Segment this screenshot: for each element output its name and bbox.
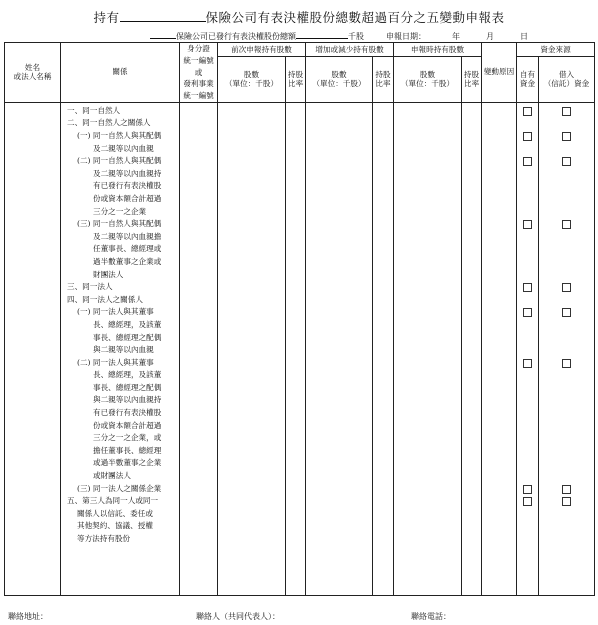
subheader-line <box>150 30 528 42</box>
relation-item: 過半數董事之企業或 <box>93 256 162 266</box>
relation-item: 及二親等以內血親 <box>93 143 154 153</box>
reason-cell[interactable] <box>482 102 517 595</box>
borrowed-funds-checkbox[interactable] <box>562 220 571 229</box>
header-name: 姓名 或法人名稱 <box>5 43 61 103</box>
title-suffix: 保險公司有表決權股份總數超過百分之五變動申報表 <box>205 10 505 25</box>
header-prev-shares: 股數 （單位：千股） <box>218 57 286 103</box>
borrowed-funds-checkboxes <box>539 102 595 595</box>
relation-item: 財團法人 <box>93 269 124 279</box>
now-ratio-cell[interactable] <box>462 102 482 595</box>
relation-item: 關係人以信託、委任或 <box>77 508 153 518</box>
header-prev-holding: 前次申報持有股數 <box>218 43 306 57</box>
contact-label: 聯絡人（共同代表人）： <box>196 612 280 621</box>
header-now-shares: 股數 （單位：千股） <box>394 57 462 103</box>
own-funds-checkbox[interactable] <box>523 157 532 166</box>
month-label: 月 <box>486 32 494 41</box>
header-prev-ratio: 持股 比率 <box>286 57 306 103</box>
unit-label: 千股 <box>348 32 364 41</box>
borrowed-funds-checkbox[interactable] <box>562 359 571 368</box>
own-funds-checkbox[interactable] <box>523 283 532 292</box>
borrowed-funds-checkbox[interactable] <box>562 308 571 317</box>
relation-item: (三) 同一法人之關係企業 <box>77 483 162 493</box>
header-change-ratio: 持股 比率 <box>373 57 394 103</box>
relation-item: (二) 同一自然人與其配偶 <box>77 156 162 166</box>
header-change: 增加或減少持有股數 <box>306 43 394 57</box>
relation-item: 三分之一之企業 <box>93 206 147 216</box>
header-id: 身分證 統一編號 或 發利事業 統一編號 <box>180 43 218 103</box>
relation-item: 事長、總經理之配偶 <box>93 332 162 342</box>
name-cell[interactable] <box>5 102 61 595</box>
header-own-funds: 自有 資金 <box>517 57 539 103</box>
relation-item: 有已發行有表決權股 <box>93 181 162 191</box>
declaration-table <box>4 42 595 596</box>
borrowed-funds-checkbox[interactable] <box>562 485 571 494</box>
own-funds-checkbox[interactable] <box>523 497 532 506</box>
relation-item: 一、同一自然人 <box>67 105 121 115</box>
address-label: 聯絡地址： <box>8 612 48 621</box>
issued-shares-label: 保險公司已發行有表決權股份總額 <box>176 32 296 41</box>
relation-item: 或過半數董事之企業 <box>93 458 162 468</box>
change-shares-cell[interactable] <box>306 102 373 595</box>
issued-shares-blank[interactable] <box>296 30 348 39</box>
relation-item: 或財團法人 <box>93 471 131 481</box>
company-blank[interactable] <box>150 30 176 39</box>
borrowed-funds-checkbox[interactable] <box>562 132 571 141</box>
own-funds-checkbox[interactable] <box>523 132 532 141</box>
relation-item: 等方法持有股份 <box>77 534 131 544</box>
borrowed-funds-checkbox[interactable] <box>562 497 571 506</box>
year-label: 年 <box>452 32 460 41</box>
relation-item: 份或資本額合計超過 <box>93 420 162 430</box>
relation-item: 三分之一之企業，或 <box>93 433 162 443</box>
relation-item: 擔任董事長、總經理 <box>93 445 162 455</box>
relation-item: 有已發行有表決權股 <box>93 408 162 418</box>
header-relation: 關係 <box>61 43 180 103</box>
day-label: 日 <box>520 32 528 41</box>
now-shares-cell[interactable] <box>394 102 462 595</box>
header-fund-source: 資金來源 <box>517 43 595 57</box>
relation-item: 與二親等以內血親持 <box>93 395 162 405</box>
relation-item: (一) 同一自然人與其配偶 <box>77 131 162 141</box>
phone-label: 聯絡電話： <box>411 612 451 621</box>
header-borrowed-funds: 借入 （信託）資金 <box>539 57 595 103</box>
holder-name-blank[interactable] <box>120 10 206 22</box>
relation-item: 及二親等以內血親持 <box>93 168 162 178</box>
header-change-shares: 股數 （單位：千股） <box>306 57 373 103</box>
change-ratio-cell[interactable] <box>373 102 394 595</box>
relation-item: 四、同一法人之關係人 <box>67 294 143 304</box>
title-prefix: 持有 <box>93 10 120 25</box>
relation-item: 三、同一法人 <box>67 282 113 292</box>
relation-item: (一) 同一法人與其董事 <box>77 307 154 317</box>
relation-item: 與二親等以內血親 <box>93 345 154 355</box>
relation-item: 長、總經理，及該董 <box>93 319 162 329</box>
prev-ratio-cell[interactable] <box>286 102 306 595</box>
own-funds-checkbox[interactable] <box>523 359 532 368</box>
header-now-ratio: 持股 比率 <box>462 57 482 103</box>
own-funds-checkboxes <box>517 102 539 595</box>
relation-item: 長、總經理，及該董 <box>93 370 162 380</box>
relation-item: 份或資本額合計超過 <box>93 193 162 203</box>
own-funds-checkbox[interactable] <box>523 107 532 116</box>
relation-item: 五、第三人為同一人或同一 <box>67 496 159 506</box>
borrowed-funds-checkbox[interactable] <box>562 283 571 292</box>
relation-item: 事長、總經理之配偶 <box>93 382 162 392</box>
own-funds-checkbox[interactable] <box>523 485 532 494</box>
relation-list <box>61 102 180 595</box>
own-funds-checkbox[interactable] <box>523 308 532 317</box>
relation-item: 及二親等以內血親擔 <box>93 231 162 241</box>
own-funds-checkbox[interactable] <box>523 220 532 229</box>
relation-item: (二) 同一法人與其董事 <box>77 357 154 367</box>
header-reason: 變動原因 <box>482 43 517 103</box>
relation-item: 任董事長、總經理或 <box>93 244 162 254</box>
borrowed-funds-checkbox[interactable] <box>562 157 571 166</box>
id-cell[interactable] <box>180 102 218 595</box>
prev-shares-cell[interactable] <box>218 102 286 595</box>
relation-item: 二、同一自然人之關係人 <box>67 118 151 128</box>
relation-item: 其他契約、協議、授權 <box>77 521 153 531</box>
header-current-holding: 申報時持有股數 <box>394 43 482 57</box>
report-date-label: 申報日期： <box>386 32 426 41</box>
relation-item: (三) 同一自然人與其配偶 <box>77 219 162 229</box>
form-title <box>0 8 598 26</box>
borrowed-funds-checkbox[interactable] <box>562 107 571 116</box>
